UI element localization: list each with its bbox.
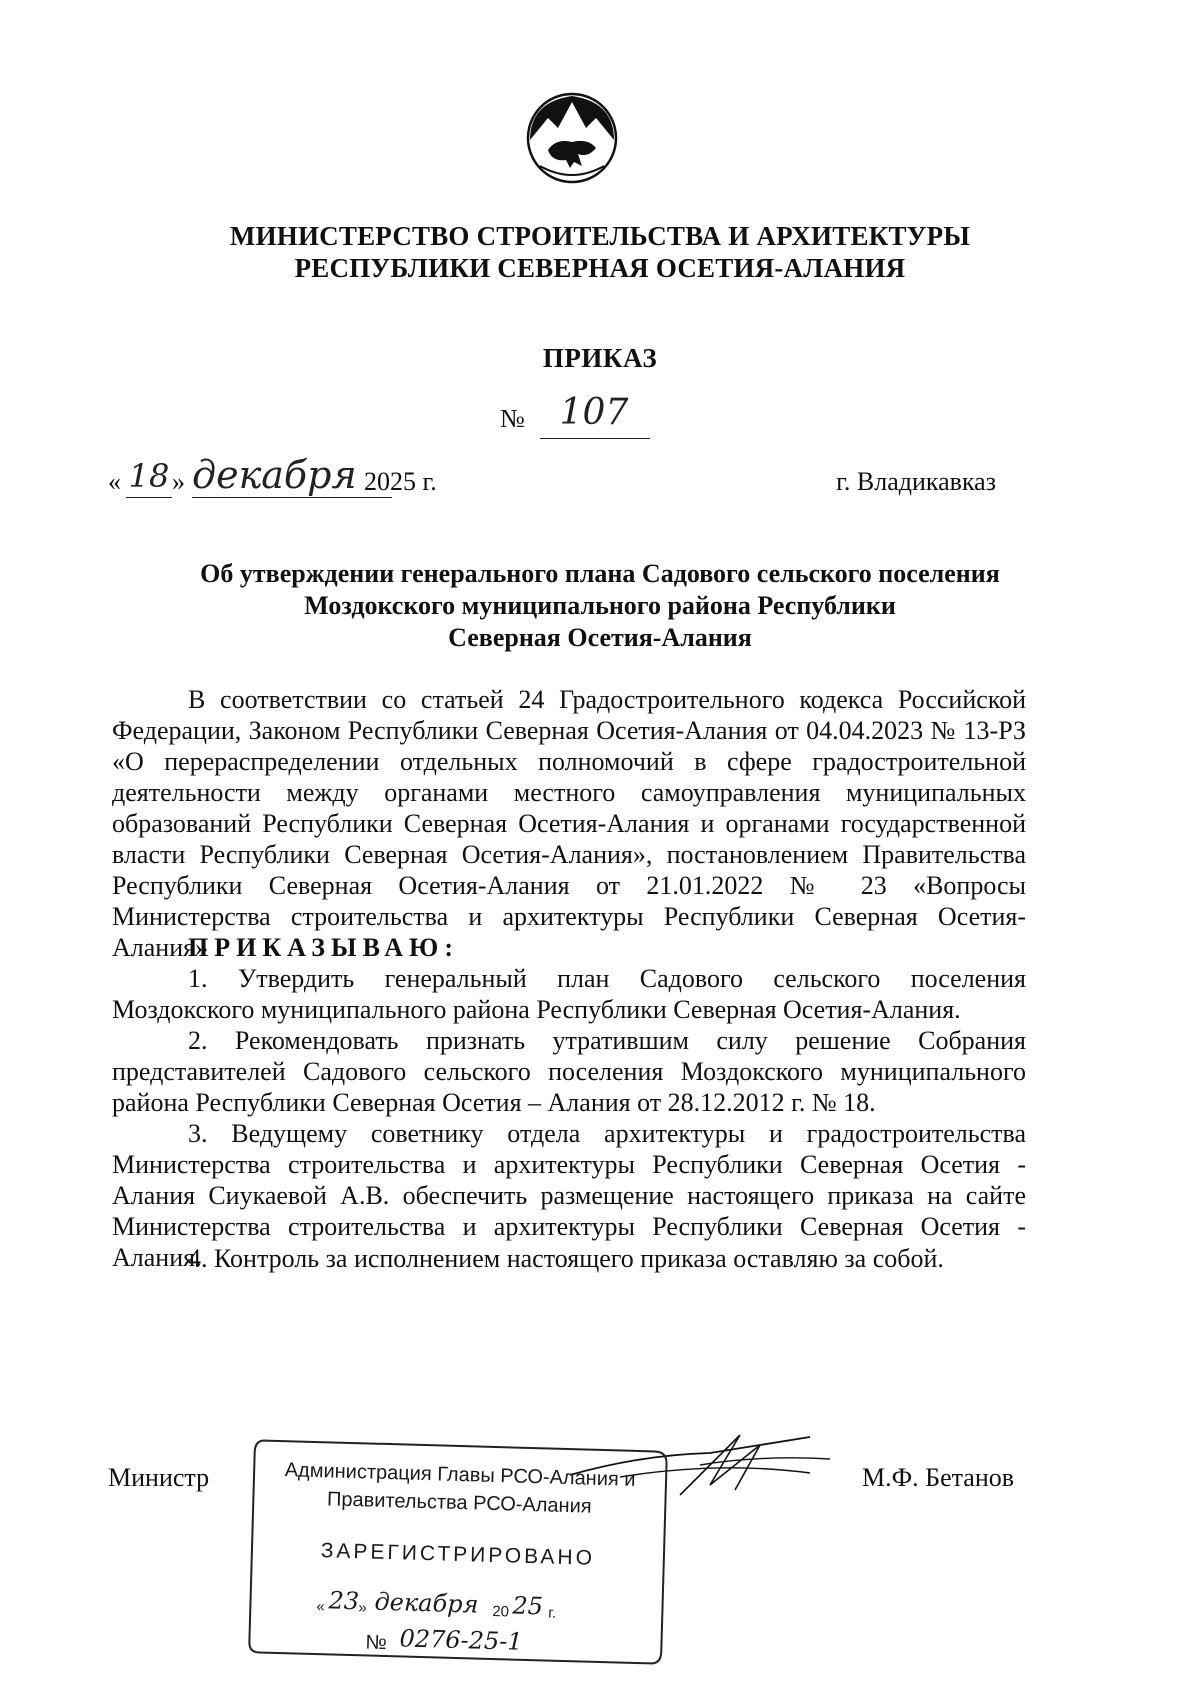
preamble-paragraph (112, 684, 1026, 963)
order-word: ПРИКАЗЫВАЮ: (188, 933, 459, 962)
order-number-handwritten: 107 (559, 392, 629, 433)
coat-of-arms-emblem-icon (522, 88, 622, 188)
number-sign: № (500, 404, 525, 433)
date-close-quote: » (172, 467, 185, 496)
stamp-line1: Администрация Главы РСО-Алания и (284, 1459, 636, 1491)
stamp-number-handwritten: 0276-25-1 (399, 1624, 523, 1656)
date-day-handwritten: 18 (128, 457, 170, 495)
date-day-underline (126, 497, 172, 498)
date-open-quote: « (108, 467, 121, 496)
city-name: г. Владикавказ (836, 467, 996, 496)
signatory-position: Министр (108, 1463, 210, 1492)
order-item-4 (112, 1243, 1026, 1274)
document-title: ПРИКАЗ (542, 343, 658, 373)
date-month-underline (192, 497, 392, 498)
stamp-year-handwritten: 25 (512, 1591, 544, 1621)
stamp-number-sign: № (365, 1631, 388, 1655)
subject-line3: Северная Осетия-Алания (448, 623, 752, 652)
date-month-handwritten: декабря (192, 453, 357, 497)
order-word-block (112, 932, 1026, 963)
registration-stamp (245, 1434, 671, 1668)
stamp-month-handwritten: декабря (374, 1587, 479, 1619)
stamp-registered: ЗАРЕГИСТРИРОВАНО (320, 1539, 596, 1570)
stamp-year-prefix: 20 (492, 1602, 510, 1621)
stamp-year-suffix: г. (548, 1604, 557, 1622)
subject-line1: Об утверждении генерального плана Садового сельского поселения (200, 559, 1000, 588)
stamp-close-quote: » (358, 1599, 367, 1617)
stamp-day-handwritten: 23 (328, 1586, 360, 1616)
ministry-name-line2: РЕСПУБЛИКИ СЕВЕРНАЯ ОСЕТИЯ-АЛАНИЯ (294, 253, 906, 283)
order-item-4-text: 4. Контроль за исполнением настоящего приказа оставляю за собой. (188, 1244, 944, 1273)
ministry-name-line1: МИНИСТЕРСТВО СТРОИТЕЛЬСТВА И АРХИТЕКТУРЫ (229, 221, 971, 251)
order-item-3-text: 3. Ведущему советнику отдела архитектуры и градостроительства Министерства строительства и архитектуры Республики Северная Осетия - Алания Сиукаевой А.В. обеспечить размещение настоящего приказа на сайте Министерства строительства и архитектуры Республики Северная Осетия - Алания. (112, 1119, 1026, 1272)
stamp-open-quote: « (316, 1598, 325, 1616)
order-item-1 (112, 963, 1026, 1025)
order-number-underline (540, 438, 650, 439)
date-year: 2025 г. (364, 467, 437, 496)
order-item-2-text: 2. Рекомендовать признать утратившим силу решение Собрания представителей Садового сельского поселения Моздокского муниципального района Республики Северная Осетия – Алания от 28.12.2012 г. № 18. (112, 1026, 1026, 1117)
order-item-1-text: 1. Утвердить генеральный план Садового сельского поселения Моздокского муниципального района Республики Северная Осетия-Алания. (112, 964, 1026, 1024)
stamp-line2: Правительства РСО-Алания (326, 1488, 592, 1518)
subject-line2: Моздокского муниципального района Республики (304, 591, 896, 620)
order-number (500, 392, 660, 436)
order-date (108, 455, 448, 500)
preamble-text: В соответствии со статьей 24 Градостроительного кодекса Российской Федерации, Законом Республики Северная Осетия-Алания от 04.04.2023 № 13-РЗ «О перераспределении отдельных полномочий в сфере градостроительной деятельности между органами местного самоуправления муниципальных образований Республики Северная Осетия-Алания и органами государственной власти Республики Северная Осетия-Алания», постановлением Правительства Республики Северная Осетия-Алания от 21.01.2022 № 23 «Вопросы Министерства строительства и архитектуры Республики Северная Осетия-Алания» (112, 685, 1026, 962)
order-item-2 (112, 1025, 1026, 1118)
signatory-name: М.Ф. Бетанов (862, 1463, 1015, 1492)
stamp-number (365, 1625, 596, 1661)
